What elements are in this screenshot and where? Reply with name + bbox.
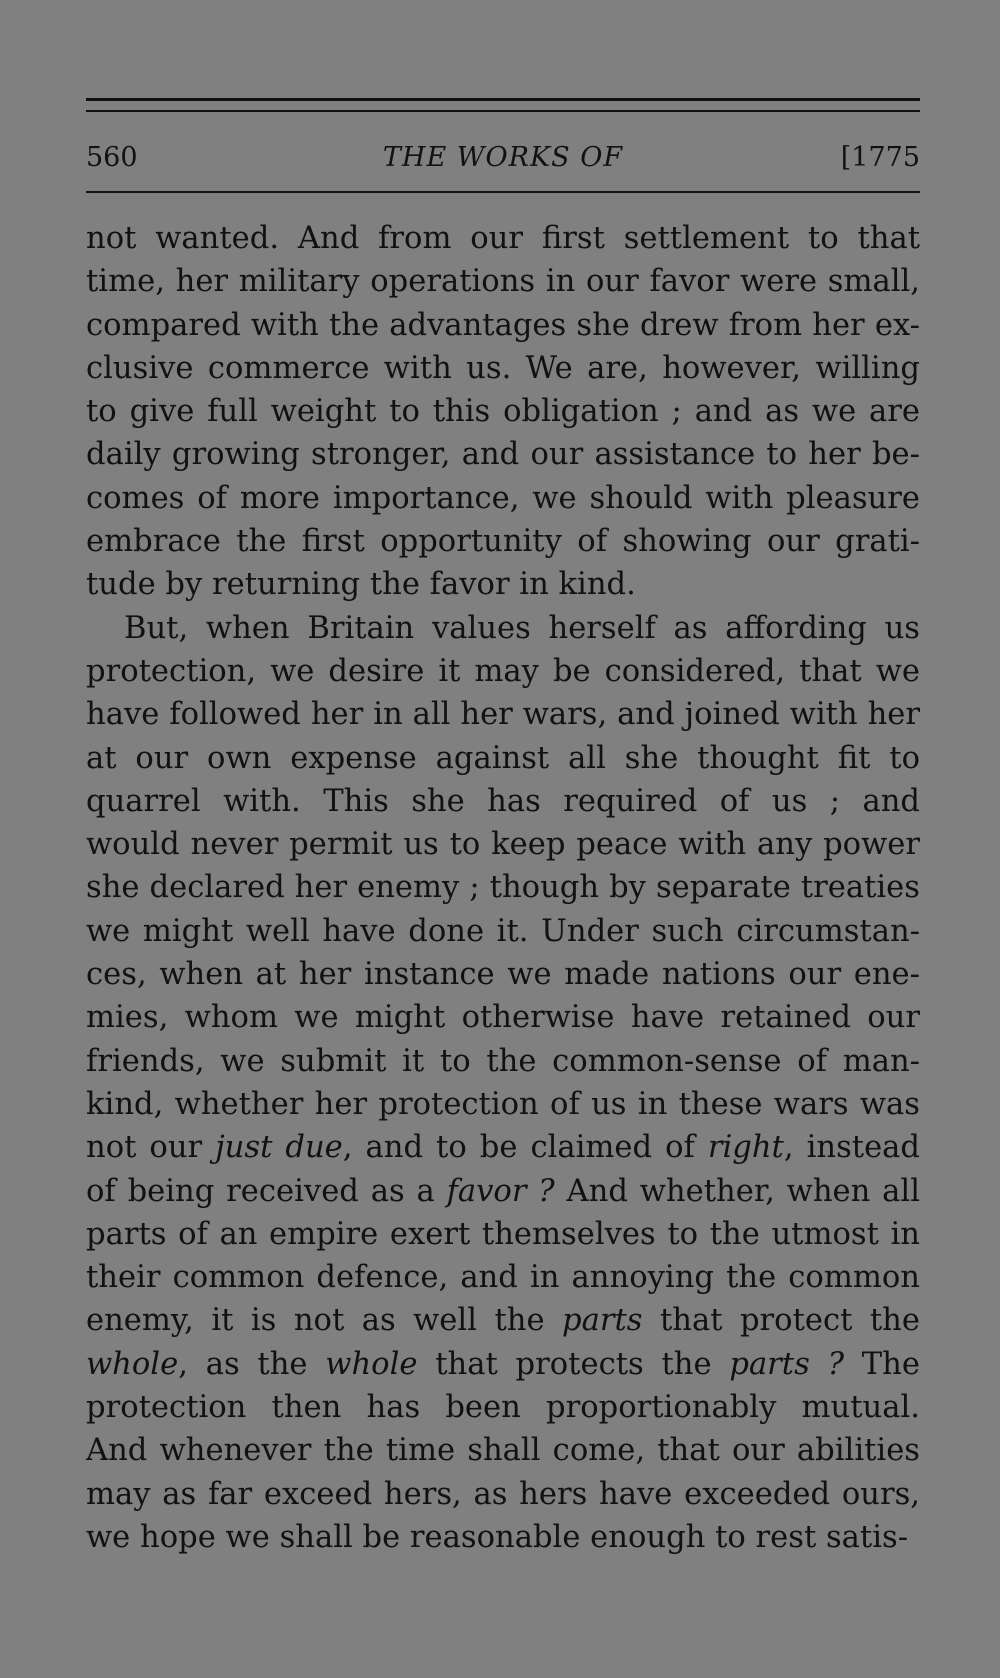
header-underline-rule <box>86 191 920 193</box>
text-segment: , as the <box>178 1346 326 1382</box>
book-page <box>86 0 920 1678</box>
text-line <box>86 693 920 736</box>
text-line <box>86 260 920 303</box>
text-line <box>86 1126 920 1169</box>
text-segment: that protect the <box>642 1303 920 1339</box>
text-line <box>86 433 920 476</box>
text-line <box>86 520 920 563</box>
italic-text: whole <box>86 1346 179 1382</box>
text-line <box>86 1386 920 1429</box>
text-segment: have followed her in all her wars, and joined with her <box>86 697 920 733</box>
text-segment: of being received as a <box>86 1173 447 1209</box>
text-segment: that protects the <box>417 1346 730 1382</box>
text-segment: friends, we submit it to the common-sense of man- <box>86 1043 920 1079</box>
text-segment: But, when Britain values herself as affording us <box>124 610 920 646</box>
text-segment: , and to be claimed of <box>342 1130 708 1166</box>
text-line <box>86 910 920 953</box>
text-segment: not wanted. And from our first settlement to that <box>86 221 920 256</box>
text-line <box>86 780 920 823</box>
text-segment: , instead <box>783 1130 920 1166</box>
text-segment: clusive commerce with us. We are, however, willing <box>86 350 920 386</box>
text-line <box>86 304 920 347</box>
text-segment: may as far exceed hers, as hers have exceeded ours, <box>86 1476 920 1512</box>
text-line <box>86 1256 920 1299</box>
text-segment: compared with the advantages she drew from her ex- <box>86 307 920 343</box>
text-segment: not our <box>86 1130 216 1166</box>
text-segment: daily growing stronger, and our assistance to her be- <box>86 437 920 473</box>
text-line <box>86 953 920 996</box>
text-line <box>86 1516 920 1559</box>
text-segment: And whether, when all <box>554 1173 920 1209</box>
header-year: [1775 <box>840 142 920 173</box>
running-title: THE WORKS OF <box>382 142 624 173</box>
italic-text: parts <box>562 1303 643 1339</box>
text-segment: would never permit us to keep peace with any power <box>86 827 920 863</box>
text-line <box>86 1083 920 1126</box>
text-segment: we hope we shall be reasonable enough to rest satis- <box>86 1519 909 1555</box>
text-line <box>86 563 920 606</box>
text-line <box>86 1299 920 1342</box>
text-segment: to give full weight to this obligation ; and as we are <box>86 394 920 430</box>
text-segment: mies, whom we might otherwise have retained our <box>86 1000 920 1036</box>
text-line <box>86 650 920 693</box>
text-segment: protection, we desire it may be considered, that we <box>86 653 920 689</box>
text-line <box>86 1473 920 1516</box>
text-line <box>86 1429 920 1472</box>
text-segment: their common defence, and in annoying the common <box>86 1260 920 1296</box>
text-segment: parts of an empire exert themselves to the utmost in <box>86 1216 920 1252</box>
running-header <box>86 138 920 178</box>
text-line <box>86 1170 920 1213</box>
header-double-rule-top <box>86 98 920 101</box>
text-segment: kind, whether her protection of us in these wars was <box>86 1086 920 1122</box>
text-segment: tude by returning the favor in kind. <box>86 567 636 603</box>
text-line <box>86 347 920 390</box>
text-segment: enemy, it is not as well the <box>86 1303 563 1339</box>
text-segment: time, her military operations in our favor were small, <box>86 264 920 300</box>
text-line <box>86 996 920 1039</box>
header-double-rule-bottom <box>86 110 920 112</box>
italic-text: parts ? <box>729 1346 844 1382</box>
text-segment: at our own expense against all she thought fit to <box>86 740 920 776</box>
text-line <box>86 1213 920 1256</box>
italic-text: whole <box>325 1346 418 1382</box>
text-line <box>86 1040 920 1083</box>
text-segment: quarrel with. This she has required of us ; and <box>86 783 920 819</box>
text-line <box>86 477 920 520</box>
page-number: 560 <box>86 142 138 173</box>
text-segment: The <box>843 1346 920 1382</box>
text-segment: embrace the first opportunity of showing our grati- <box>86 524 920 560</box>
text-segment: she declared her enemy ; though by separate treaties <box>86 870 920 906</box>
text-line <box>86 390 920 433</box>
text-line <box>86 1343 920 1386</box>
italic-text: just due <box>215 1130 343 1166</box>
text-segment: ces, when at her instance we made nations our ene- <box>86 957 920 993</box>
text-line <box>86 737 920 780</box>
text-line <box>86 607 920 650</box>
text-line <box>86 866 920 909</box>
text-line <box>86 823 920 866</box>
text-segment: protection then has been proportionably mutual. <box>86 1390 920 1426</box>
body-text <box>86 217 920 1559</box>
text-line <box>86 217 920 260</box>
text-segment: comes of more importance, we should with pleasure <box>86 480 920 516</box>
text-segment: we might well have done it. Under such circumstan- <box>86 913 920 949</box>
text-segment: And whenever the time shall come, that our abilities <box>86 1433 920 1469</box>
italic-text: favor ? <box>446 1173 555 1209</box>
italic-text: right <box>707 1130 784 1166</box>
